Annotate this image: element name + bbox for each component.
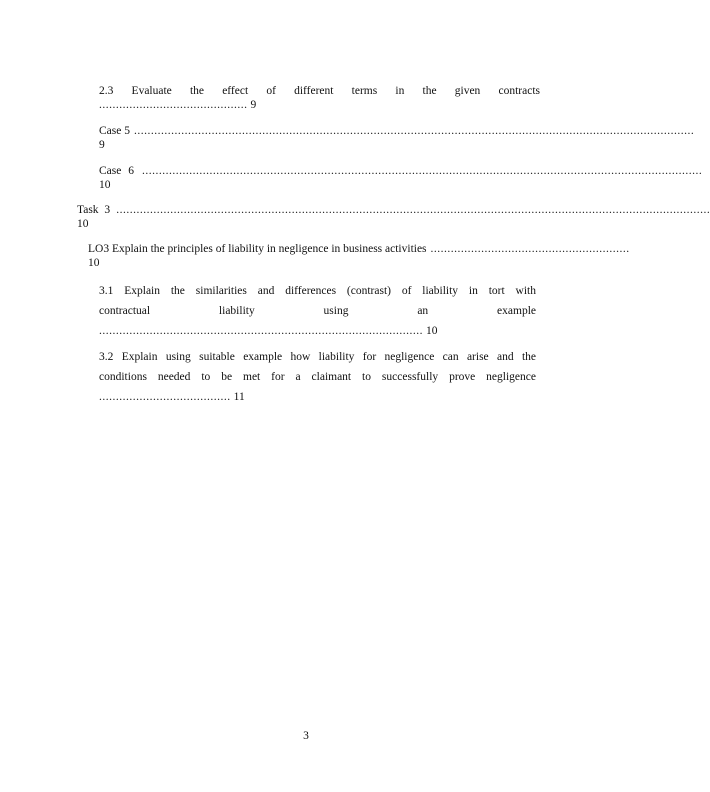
toc-page-number: 9 bbox=[99, 139, 105, 151]
toc-entry-title-line-1: 3.2 Explain using suitable example how liability for negligence can arise and the bbox=[99, 351, 536, 363]
toc-leader-dots: ...................................................................................................................................................................... bbox=[141, 165, 703, 177]
toc-entry-title-line-2: contractual liability using an example bbox=[99, 305, 536, 317]
toc-entry-title: 2.3 Evaluate the effect of different terms in the given contracts bbox=[99, 85, 540, 97]
toc-page-number: 9 bbox=[250, 99, 257, 111]
toc-entry-3-2[interactable] bbox=[99, 347, 536, 407]
toc-leader-dots: ............................................ bbox=[99, 99, 248, 111]
toc-leader-dots: ....................................... bbox=[99, 391, 231, 403]
toc-entry-case-5[interactable] bbox=[99, 124, 695, 152]
toc-page-number: 10 bbox=[88, 257, 100, 269]
toc-leader-dots: ................................................................................................ bbox=[99, 325, 423, 337]
toc-leader-dots: ........................................................... bbox=[430, 243, 630, 255]
toc-entry-3-1[interactable] bbox=[99, 281, 536, 341]
toc-entry-title: LO3 Explain the principles of liability in negligence in business activities bbox=[88, 243, 427, 255]
toc-entry-2-3[interactable] bbox=[99, 84, 540, 112]
toc-entry-title: Task 3 bbox=[77, 204, 111, 216]
toc-page-number: 11 bbox=[233, 391, 245, 403]
toc-leader-dots: ................................................................................................................................................................................ bbox=[116, 204, 710, 216]
toc-entry-task-3[interactable] bbox=[77, 203, 710, 231]
toc-page-number: 10 bbox=[99, 179, 111, 191]
page-number: 3 bbox=[303, 730, 309, 742]
toc-entry-title-line-2: conditions needed to be met for a claimant to successfully prove negligence bbox=[99, 371, 536, 383]
toc-entry-title-line-1: 3.1 Explain the similarities and differences (contrast) of liability in tort with bbox=[99, 285, 536, 297]
toc-entry-title: Case 5 bbox=[99, 125, 130, 137]
toc-page-number: 10 bbox=[77, 218, 89, 230]
toc-entry-lo3[interactable] bbox=[88, 242, 630, 270]
toc-leader-dots: ...................................................................................................................................................................... bbox=[133, 125, 695, 137]
toc-page-number: 10 bbox=[426, 325, 438, 337]
toc-entry-title: Case 6 bbox=[99, 165, 134, 177]
toc-entry-case-6[interactable] bbox=[99, 164, 703, 192]
